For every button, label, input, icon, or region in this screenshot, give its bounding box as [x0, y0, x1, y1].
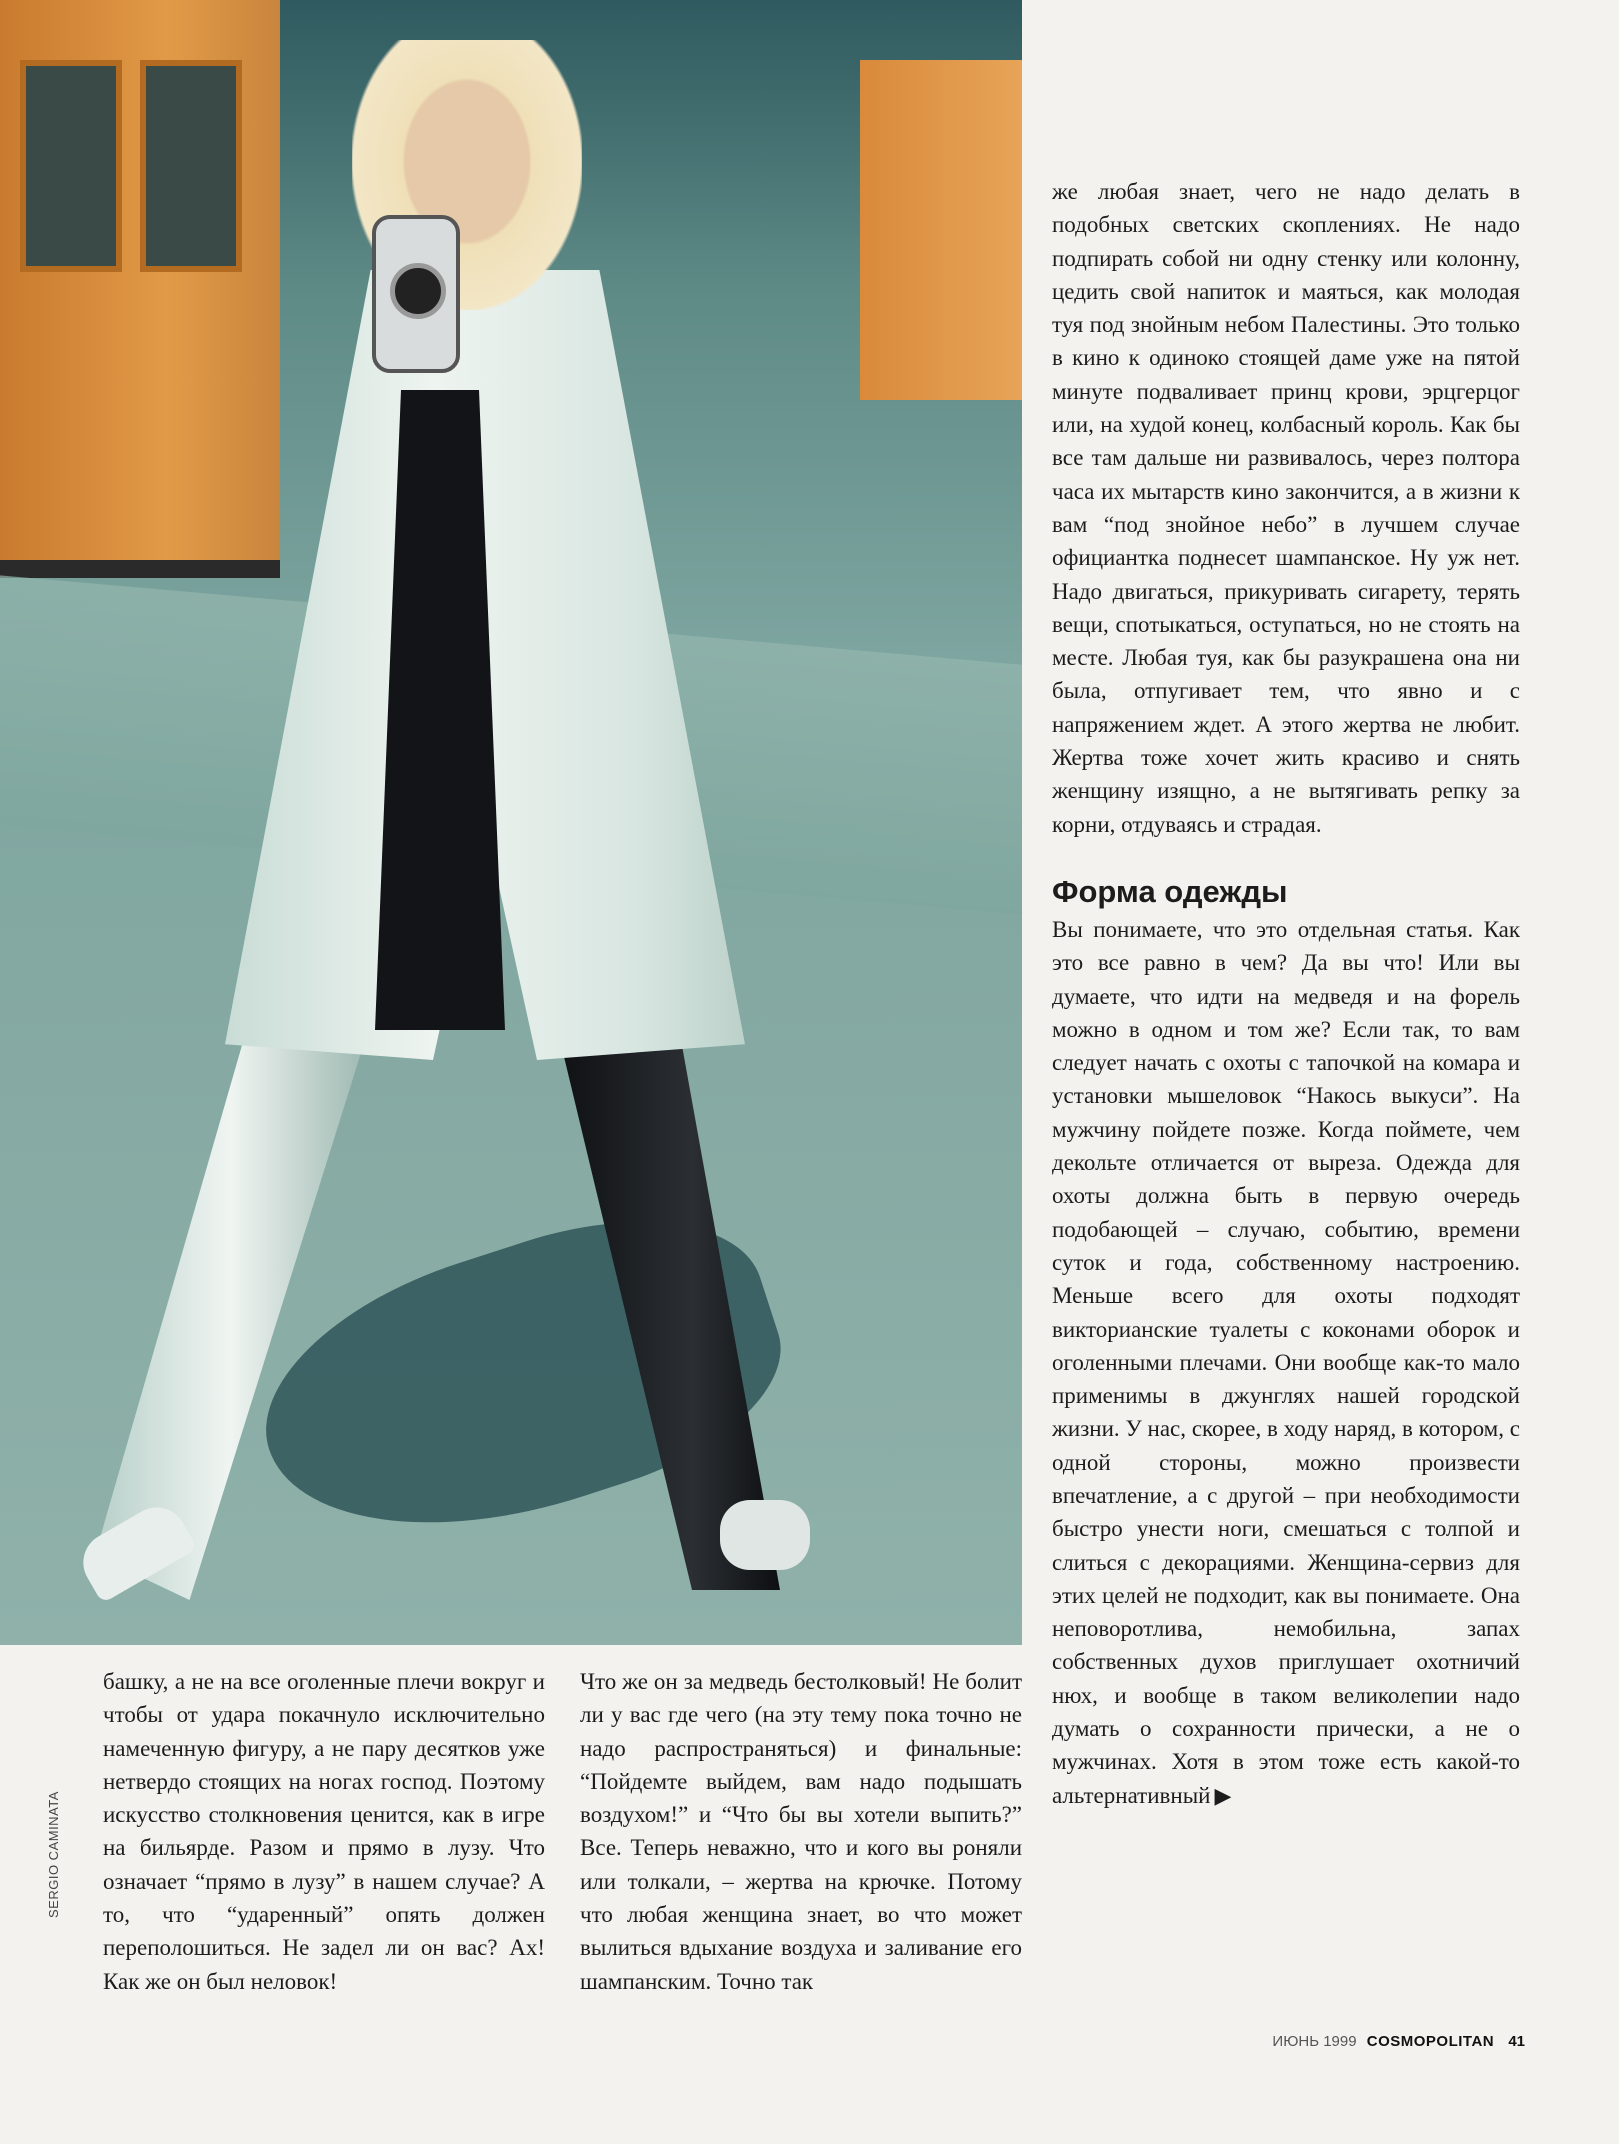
continue-arrow-icon: ▶ — [1214, 1782, 1232, 1808]
paragraph: же любая знает, чего не надо делать в подобных светских скоплениях. Не надо подпирать собой ни одну стенку или колонну, цедить свой напиток и маяться, как молодая туя под знойным небом Палестины. Это только в кино к одиноко стоящей даме уже на пятой минуте подваливает принц крови, эрцгерцог или, на худой конец, колбасный король. Как бы все там дальше ни развивалось, через полтора часа их мытарств кино закончится, а в жизни к вам “под знойное небо” в лучшем случае официантка поднесет шампанское. Ну уж нет. Надо двигаться, прикуривать сигарету, терять вещи, спотыкаться, оступаться, но не стоять на месте. Любая туя, как бы разукрашена она ни была, отпугивает тем, что явно и с напряжением ждет. А этого жертва не любит. Жертва тоже хочет жить красиво и снять женщину изящно, а не вытягивать репку за корни, отдуваясь и страдая. — [1052, 179, 1520, 837]
issue-date: ИЮНЬ 1999 — [1272, 2033, 1357, 2050]
right-column — [1052, 175, 1520, 1812]
page-number: 41 — [1508, 2033, 1525, 2050]
magazine-name: COSMOPOLITAN — [1366, 2033, 1495, 2050]
camera-icon — [372, 215, 460, 373]
section-heading: Форма одежды — [1052, 873, 1288, 909]
fashion-photo — [0, 0, 1022, 1645]
bottom-middle-column — [580, 1665, 1022, 1998]
page-footer — [1195, 2033, 1525, 2050]
paragraph: Что же он за медведь бестолковый! Не болит ли у вас где чего (на эту тему пока точно не надо распространяться) и финальные: “Пойдемте выйдем, вам надо подышать воздухом!” и “Что бы вы хотели выпить?” Все. Теперь неважно, что и кого вы роняли или толкали, – жертва на крючке. Потому что любая женщина знает, во что может вылиться вдыхание воздуха и заливание его шампанским. Точно так — [580, 1669, 1022, 1994]
bottom-left-column — [103, 1665, 545, 1998]
tram-left — [0, 0, 280, 578]
photo-credit: SERGIO CAMINATA — [46, 1791, 61, 1918]
paragraph — [1052, 913, 1520, 1812]
paragraph: башку, а не на все оголенные плечи вокруг и чтобы от удара покачнуло исключительно намеченную фигуру, а не пару десятков уже нетвердо стоящих на ногах господ. Поэтому искусство столкновения ценится, как в игре на бильярде. Разом и прямо в лузу. Что означает “прямо в лузу” в нашем случае? А то, что “ударенный” опять должен переполошиться. Не задел ли он вас? Ах! Как же он был неловок! — [103, 1669, 545, 1994]
tram-right — [860, 60, 1022, 400]
paragraph-text: Вы понимаете, что это отдельная статья. Как это все равно в чем? Да вы что! Или вы думаете, что идти на медведя и на форель можно в одном и том же? Если так, то вам следует начать с охоты с тапочкой на комара и установки мышеловок “Накось выкуси”. На мужчину пойдете позже. Когда поймете, чем декольте отличается от выреза. Одежда для охоты должна быть в первую очередь подобающей – случаю, событию, времени суток и года, собственному настроению. Меньше всего для охоты подходят викторианские туалеты с коконами оборок и оголенными плечами. Они вообще как-то мало применимы в джунглях нашей городской жизни. У нас, скорее, в ходу наряд, в котором, с одной стороны, можно произвести впечатление, а с другой – при необходимости быстро унести ноги, смешаться с толпой и слиться с декорациями. Женщина-сервиз для этих целей не подходит, как вы понимаете. Она неповоротлива, немобильна, запах собственных духов приглушает охотничий нюх, и вообще в таком великолепии надо думать о сохранности прически, а не о мужчинах. Хотя в этом тоже есть какой-то альтернативный — [1052, 916, 1520, 1808]
